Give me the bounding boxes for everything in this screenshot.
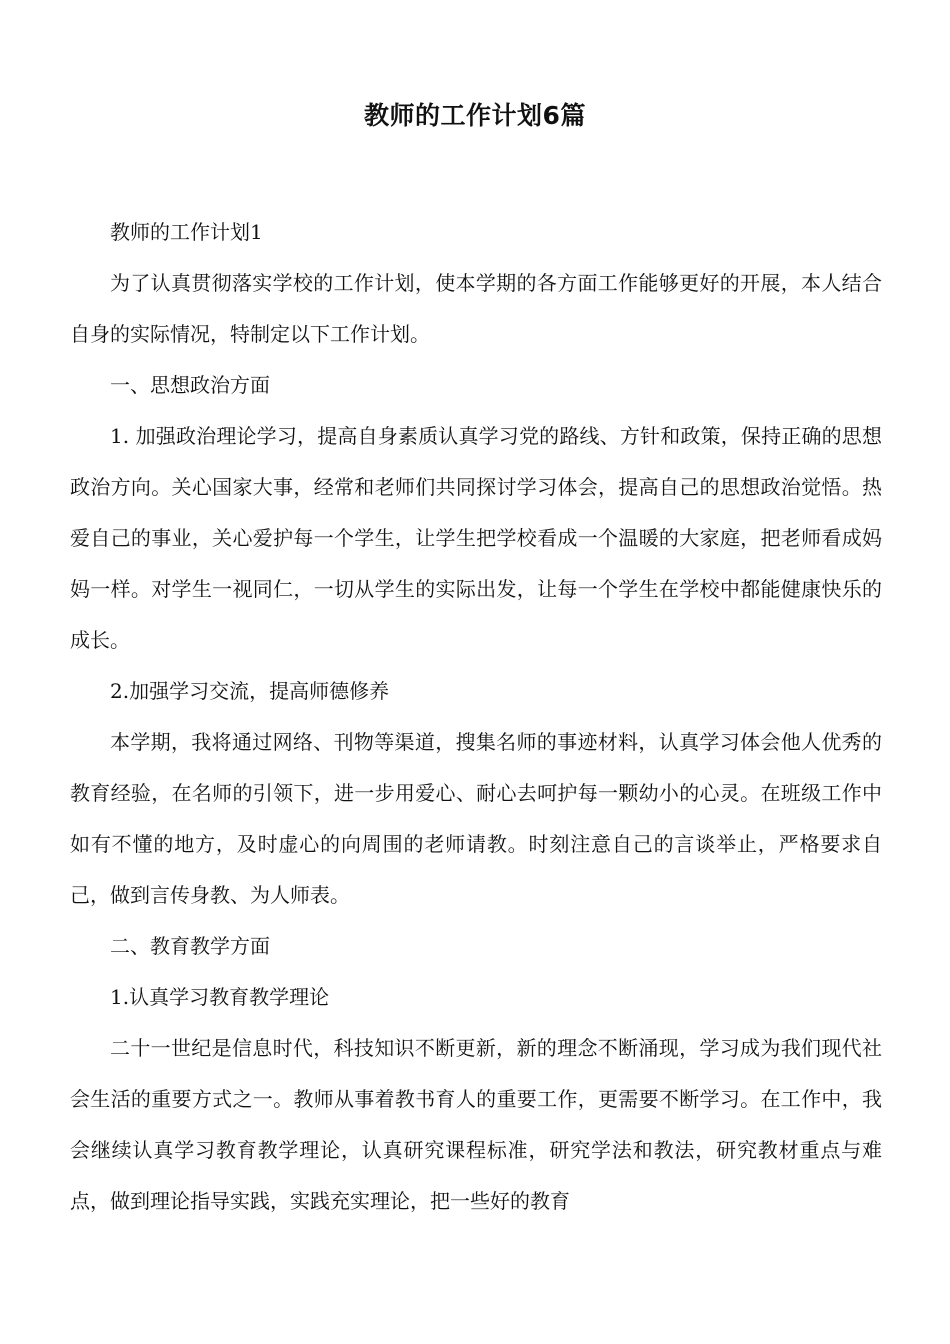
- paragraph-political-study: 1. 加强政治理论学习，提高自身素质认真学习党的路线、方针和政策，保持正确的思想政治方向。关心国家大事，经常和老师们共同探讨学习体会，提高自己的思想政治觉悟。热爱自己的事业，关心爱护每一个学生，让学生把学校看成一个温暖的大家庭，把老师看成妈妈一样。对学生一视同仁，一切从学生的实际出发，让每一个学生在学校中都能健康快乐的成长。: [70, 424, 882, 652]
- section-heading-ideology: 一、思想政治方面: [110, 373, 270, 397]
- paragraph-learning-exchange: 本学期，我将通过网络、刊物等渠道，搜集名师的事迹材料，认真学习体会他人优秀的教育经验，在名师的引领下，进一步用爱心、耐心去呵护每一颗幼小的心灵。在班级工作中如有不懂的地方，及时虚心的向周围的老师请教。时刻注意自己的言谈举止，严格要求自己，做到言传身教、为人师表。: [70, 730, 882, 907]
- section-heading-plan-1: 教师的工作计划1: [110, 220, 263, 244]
- subheading-teaching-theory: 1.认真学习教育教学理论: [110, 985, 330, 1009]
- intro-paragraph: 为了认真贯彻落实学校的工作计划，使本学期的各方面工作能够更好的开展，本人结合自身的实际情况，特制定以下工作计划。: [70, 271, 882, 346]
- paragraph-teaching-theory: 二十一世纪是信息时代，科技知识不断更新，新的理念不断涌现，学习成为我们现代社会生活的重要方式之一。教师从事着教书育人的重要工作，更需要不断学习。在工作中，我会继续认真学习教育教学理论，认真研究课程标准，研究学法和教法，研究教材重点与难点，做到理论指导实践，实践充实理论，把一些好的教育: [70, 1036, 882, 1213]
- document-title: 教师的工作计划6篇: [364, 101, 586, 130]
- section-heading-teaching: 二、教育教学方面: [110, 934, 270, 958]
- document-body: [70, 207, 882, 1227]
- subheading-learning-exchange: 2.加强学习交流，提高师德修养: [110, 679, 390, 703]
